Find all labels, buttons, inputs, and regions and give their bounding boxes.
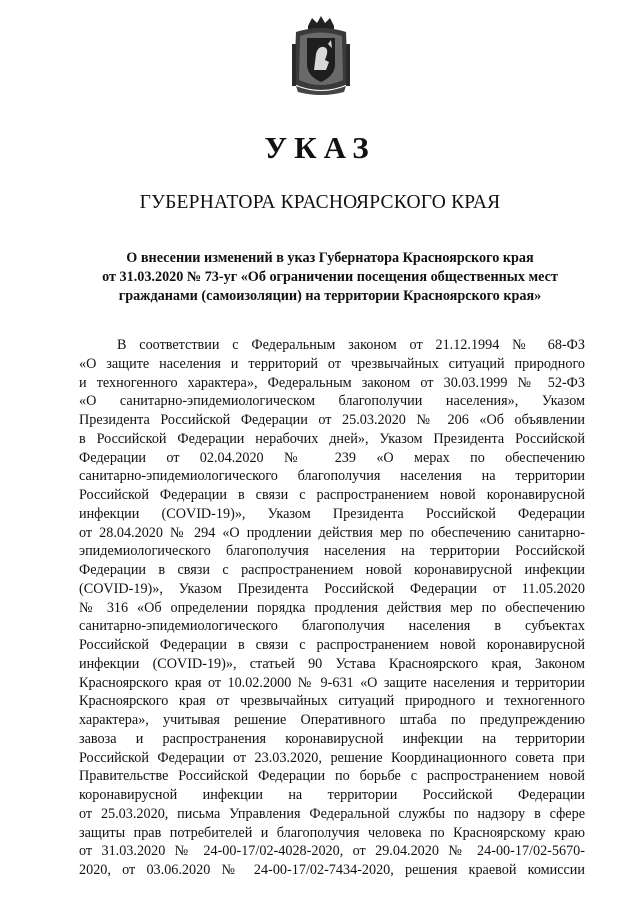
body-line: в Российской Федерации нерабочих дней», Указом Президента Российской	[79, 430, 585, 447]
body-line: Российской Федерации от 23.03.2020, решение Координационного совета при	[79, 749, 585, 766]
body-line: Российской Федерации в связи с распространением новой коронавирусной	[79, 487, 585, 503]
body-line: № 316 «Об определении порядка продления действия мер по обеспечению	[79, 599, 585, 616]
heading-line: гражданами (самоизоляции) на территории Красноярского края»	[118, 288, 542, 304]
body-line: «О защите населения и территорий от чрезвычайных ситуаций природного	[79, 355, 585, 372]
body-line: защиты прав потребителей и благополучия человека по Красноярскому краю	[79, 824, 585, 841]
document-subtitle: ГУБЕРНАТОРА КРАСНОЯРСКОГО КРАЯ	[139, 192, 501, 213]
body-line: 2020, от 03.06.2020 № 24-00-17/02-7434-2020, решения краевой комиссии	[79, 862, 585, 878]
body-line: завоза и распространения коронавирусной инфекции на территории	[79, 730, 585, 747]
body-line: от 31.03.2020 № 24-00-17/02-4028-2020, от 29.04.2020 № 24-00-17/02-5670-	[79, 843, 585, 860]
heading-line: О внесении изменений в указ Губернатора Красноярского края	[126, 250, 534, 266]
body-line: Красноярского края от чрезвычайных ситуаций природного и техногенного	[79, 693, 585, 710]
body-line: В соответствии с Федеральным законом от 21.12.1994 № 68-ФЗ	[117, 337, 585, 353]
body-line: санитарно-эпидемиологического благополучия населения на территории	[79, 468, 585, 485]
body-line: Федерации от 02.04.2020 № 239 «О мерах по обеспечению	[79, 449, 585, 466]
body-line: от 28.04.2020 № 294 «О продлении действия мер по обеспечению санитарно-	[79, 524, 585, 541]
body-line: от 25.03.2020, письма Управления Федеральной службы по надзору в сфере	[79, 805, 585, 822]
body-line: инфекции (COVID-19)», статьей 90 Устава Красноярского края, Законом	[79, 655, 585, 672]
body-line: санитарно-эпидемиологического благополучия населения в субъектах	[79, 618, 585, 635]
body-line: инфекции (COVID-19)», Указом Президента Российской Федерации	[79, 505, 585, 522]
body-line: Российской Федерации в связи с распространением новой коронавирусной	[79, 637, 585, 653]
body-line: Федерации в связи с распространением новой коронавирусной инфекции	[79, 562, 585, 578]
body-line: характера», учитывая решение Оперативного штаба по предупреждению	[79, 712, 585, 728]
body-line: «О санитарно-эпидемиологическом благополучии населения», Указом	[79, 393, 585, 410]
body-line: коронавирусной инфекции на территории Российской Федерации	[79, 787, 585, 803]
coat-of-arms-icon	[290, 14, 352, 96]
body-line: Красноярского края от 10.02.2000 № 9-631 «О защите населения и территории	[79, 674, 585, 691]
body-line: и техногенного характера», Федеральным законом от 30.03.1999 № 52-ФЗ	[79, 374, 585, 391]
document-body	[79, 336, 585, 880]
body-line: (COVID-19)», Указом Президента Российской Федерации от 11.05.2020	[79, 580, 585, 597]
body-line: эпидемиологического благополучия населения на территории Российской	[79, 543, 585, 560]
heading-line: от 31.03.2020 № 73-уг «Об ограничении посещения общественных мест	[102, 269, 558, 285]
document-heading	[70, 249, 590, 306]
body-line: Президента Российской Федерации от 25.03.2020 № 206 «Об объявлении	[79, 412, 585, 428]
body-line: Правительстве Российской Федерации по борьбе с распространением новой	[79, 768, 585, 785]
document-title: УКАЗ	[264, 130, 376, 165]
